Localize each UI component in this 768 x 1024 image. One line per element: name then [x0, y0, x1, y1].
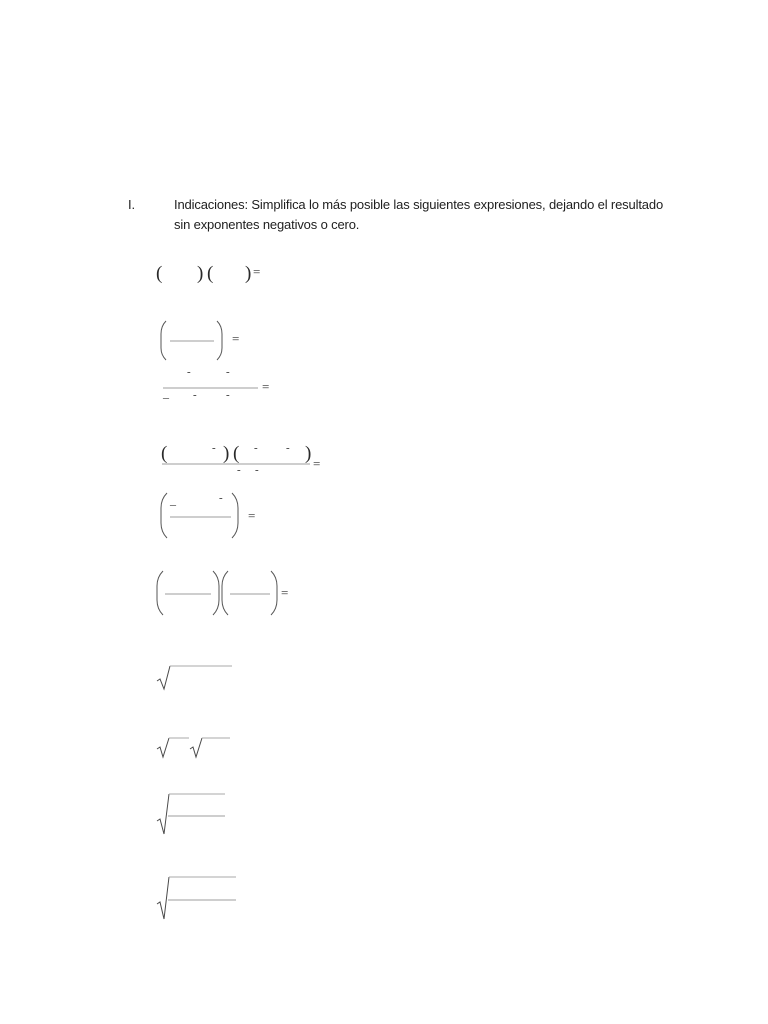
expression-4: [161, 442, 320, 476]
minus-sign: -: [187, 366, 191, 378]
underscore-mark: _: [170, 493, 176, 507]
radical-sign: [157, 666, 170, 689]
list-marker: I.: [128, 197, 135, 212]
expression-9: [157, 794, 225, 834]
left-bracket: [161, 321, 166, 360]
expression-8: [157, 738, 230, 757]
open-paren: (: [161, 443, 168, 464]
expression-1: [156, 263, 260, 284]
minus-sign: -: [286, 442, 290, 454]
close-paren: ): [197, 263, 204, 284]
expression-3: [162, 366, 269, 401]
expression-5: [161, 492, 255, 538]
left-bracket: [222, 571, 228, 615]
left-bracket: [161, 493, 167, 538]
equals-sign: =: [248, 508, 256, 523]
close-paren: ): [245, 263, 252, 284]
radical-sign: [157, 794, 169, 834]
underscore-mark: _: [163, 386, 169, 400]
equals-sign: =: [253, 264, 261, 279]
minus-sign: -: [212, 442, 216, 454]
open-paren: (: [207, 263, 214, 284]
minus-sign: -: [254, 442, 258, 454]
close-paren: ): [305, 443, 312, 464]
radical-sign: [157, 877, 169, 919]
instructions-line-1: Indicaciones: Simplifica lo más posible las siguientes expresiones, dejando el resultado: [174, 197, 664, 212]
equals-sign: =: [313, 456, 321, 471]
right-bracket: [217, 321, 222, 360]
close-paren: ): [223, 443, 230, 464]
open-paren: (: [233, 443, 240, 464]
minus-sign: -: [237, 464, 241, 476]
radical-sign: [190, 738, 202, 757]
right-bracket: [213, 571, 219, 615]
minus-sign: -: [219, 492, 223, 504]
minus-sign: -: [193, 389, 197, 401]
radical-sign: [157, 738, 169, 757]
right-bracket: [232, 493, 238, 538]
minus-sign: -: [226, 389, 230, 401]
equals-sign: =: [232, 331, 240, 346]
open-paren: (: [156, 263, 163, 284]
right-bracket: [271, 571, 277, 615]
expression-2: [161, 321, 239, 360]
equals-sign: =: [281, 585, 289, 600]
minus-sign: -: [226, 366, 230, 378]
left-bracket: [157, 571, 163, 615]
expression-6: [157, 571, 288, 615]
minus-sign: -: [255, 464, 259, 476]
instructions-line-2: sin exponentes negativos o cero.: [174, 217, 360, 232]
expression-10: [157, 877, 236, 919]
equals-sign: =: [262, 379, 270, 394]
expression-7: [157, 666, 232, 689]
